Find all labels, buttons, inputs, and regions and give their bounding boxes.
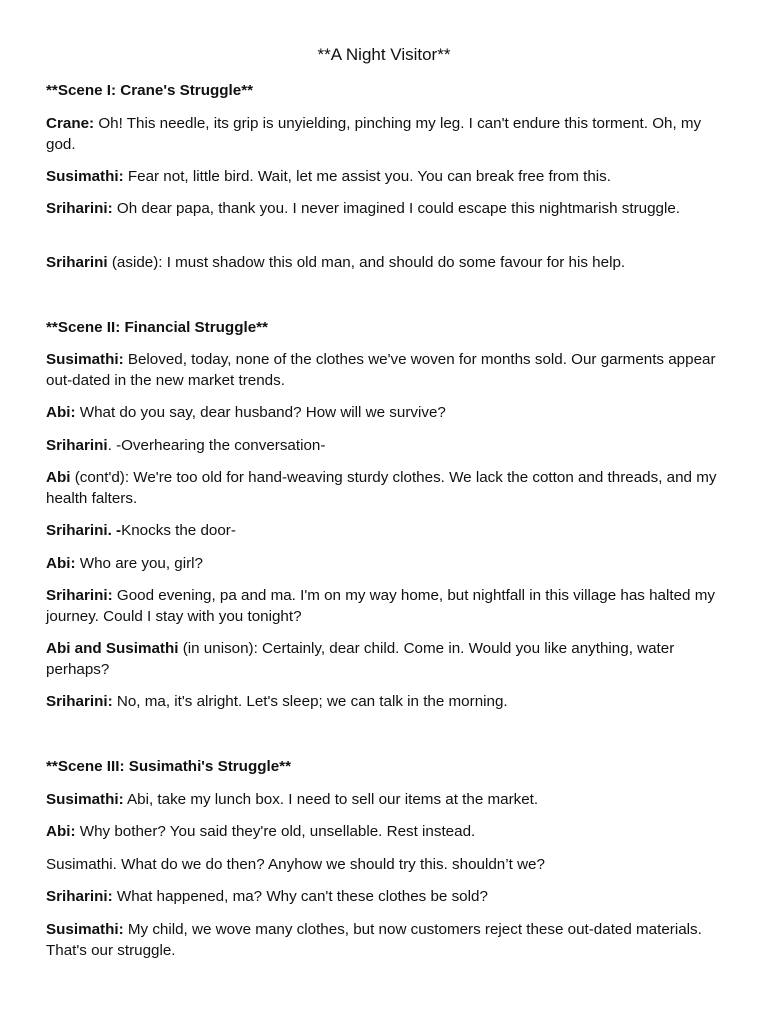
dialogue-line — [46, 520, 726, 541]
dialogue-line — [46, 349, 726, 391]
dialogue-line — [46, 553, 726, 574]
dialogue-text: Who are you, girl? — [75, 555, 203, 572]
dialogue-text: Abi, take my lunch box. I need to sell our items at the market. — [123, 791, 539, 808]
speaker-name: Abi and Susimathi — [46, 640, 179, 657]
dialogue-text: Susimathi. What do we do then? Anyhow we should try this. shouldn’t we? — [46, 856, 545, 873]
dialogue-line — [46, 854, 726, 875]
dialogue-text: (cont'd): We're too old for hand-weaving sturdy clothes. We lack the cotton and threads, and my health falters. — [46, 469, 717, 507]
dialogue-line — [46, 252, 726, 273]
speaker-name: Sriharini: — [46, 200, 113, 217]
speaker-name: Abi — [46, 469, 71, 486]
dialogue-line — [46, 886, 726, 907]
dialogue-line — [46, 113, 726, 155]
document-title: **A Night Visitor** — [317, 45, 451, 64]
scene-1-heading: **Scene I: Crane's Struggle** — [46, 82, 254, 99]
speaker-name: Sriharini — [46, 437, 108, 454]
dialogue-text: (aside): I must shadow this old man, and should do some favour for his help. — [107, 254, 626, 271]
dialogue-text: What do you say, dear husband? How will we survive? — [75, 404, 446, 421]
dialogue-line — [46, 198, 726, 219]
dialogue-text: My child, we wove many clothes, but now customers reject these out-dated materials. That's our struggle. — [46, 921, 702, 959]
scene-2-heading: **Scene II: Financial Struggle** — [46, 319, 268, 336]
speaker-name: Abi: — [46, 823, 76, 840]
dialogue-text: (in unison): Certainly, dear child. Come in. Would you like anything, water perhaps? — [46, 640, 675, 678]
dialogue-line — [46, 919, 726, 961]
dialogue-text: Oh dear papa, thank you. I never imagined I could escape this nightmarish struggle. — [112, 200, 681, 217]
dialogue-line — [46, 402, 726, 423]
dialogue-line — [46, 435, 726, 456]
dialogue-text: . -Overhearing the conversation- — [107, 437, 326, 454]
speaker-name: Crane: — [46, 115, 95, 132]
speaker-name: Abi: — [46, 404, 76, 421]
dialogue-line — [46, 691, 726, 712]
speaker-name: Sriharini: — [46, 587, 113, 604]
speaker-name: Susimathi: — [46, 921, 124, 938]
speaker-name: Susimathi: — [46, 168, 124, 185]
speaker-name: Susimathi: — [46, 791, 124, 808]
dialogue-text: Knocks the door- — [121, 522, 236, 539]
dialogue-text: Oh! This needle, its grip is unyielding, pinching my leg. I can't endure this torment. Oh, my god. — [46, 115, 702, 153]
dialogue-line — [46, 789, 726, 810]
dialogue-text: What happened, ma? Why can't these clothes be sold? — [112, 888, 488, 905]
speaker-name: Sriharini — [46, 254, 108, 271]
scene-3-heading: **Scene III: Susimathi's Struggle** — [46, 758, 291, 775]
dialogue-text: No, ma, it's alright. Let's sleep; we can talk in the morning. — [112, 693, 508, 710]
speaker-name: Sriharini: — [46, 888, 113, 905]
speaker-name: Sriharini. - — [46, 522, 122, 539]
dialogue-line — [46, 467, 726, 509]
dialogue-text: Good evening, pa and ma. I'm on my way home, but nightfall in this village has halted my journey. Could I stay with you tonight? — [46, 587, 715, 625]
dialogue-text: Beloved, today, none of the clothes we've woven for months sold. Our garments appear out-dated in the new market trends. — [46, 351, 716, 389]
speaker-name: Abi: — [46, 555, 76, 572]
dialogue-line — [46, 821, 726, 842]
dialogue-text: Why bother? You said they're old, unsellable. Rest instead. — [75, 823, 476, 840]
dialogue-line — [46, 638, 726, 680]
speaker-name: Susimathi: — [46, 351, 124, 368]
speaker-name: Sriharini: — [46, 693, 113, 710]
dialogue-line — [46, 166, 726, 187]
dialogue-line — [46, 585, 726, 627]
dialogue-text: Fear not, little bird. Wait, let me assist you. You can break free from this. — [123, 168, 611, 185]
